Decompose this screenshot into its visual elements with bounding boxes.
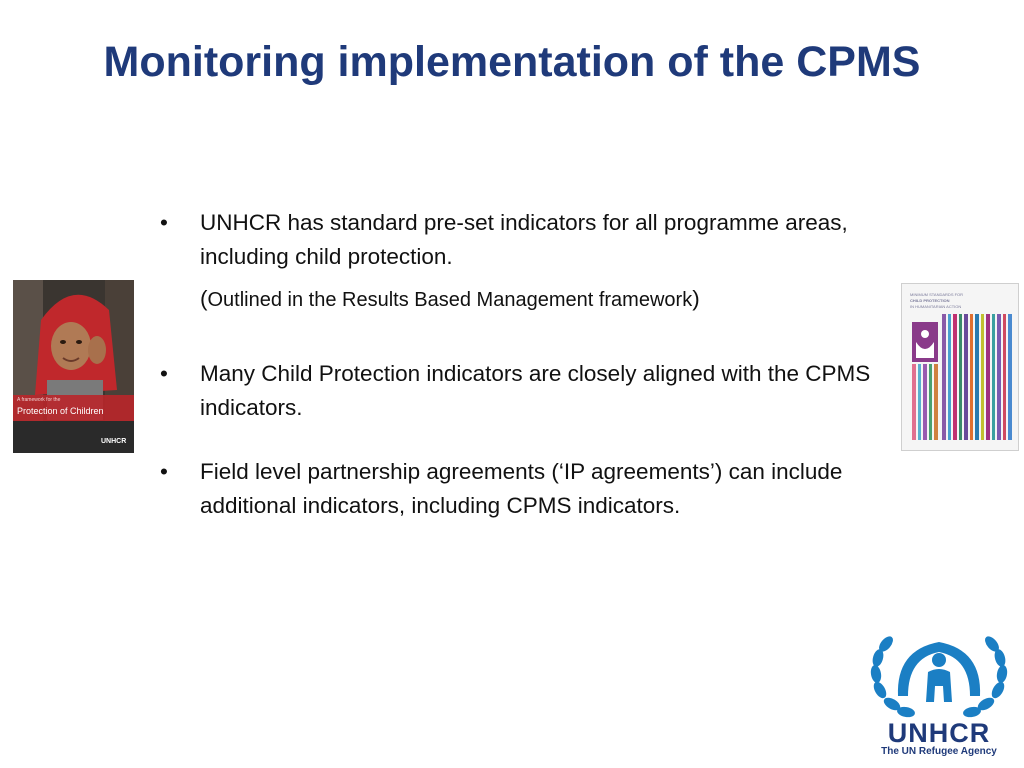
- note-text: Outlined in the Results Based Management framework: [207, 289, 693, 311]
- bullet-text: Field level partnership agreements (‘IP agreements’) can include additional indicators, including CPMS indicators.: [200, 459, 843, 518]
- spacer: [160, 425, 880, 455]
- note-open-paren: (: [200, 286, 208, 311]
- cover-logo-text: UNHCR: [101, 438, 127, 445]
- bullet-marker: •: [160, 210, 168, 235]
- bullet-item: [160, 206, 880, 274]
- cover-line-2: CHILD PROTECTION: [910, 298, 950, 303]
- protection-of-children-cover-image: [13, 280, 134, 453]
- cover-line-1: MINIMUM STANDARDS FOR: [910, 292, 964, 297]
- bullet-item: [160, 357, 880, 425]
- cpms-handbook-cover-image: [901, 283, 1019, 451]
- unhcr-logo: [866, 630, 1012, 758]
- slide-title: Monitoring implementation of the CPMS: [103, 38, 921, 86]
- cover-line-3: IN HUMANITARIAN ACTION: [910, 304, 962, 309]
- bullet-marker: •: [160, 459, 168, 484]
- cover-title: Protection of Children: [17, 406, 104, 416]
- child-photo-illustration: [13, 280, 134, 453]
- cover-subtitle: A framework for the: [17, 397, 61, 403]
- bullet-marker: •: [160, 361, 168, 386]
- logo-tagline: The UN Refugee Agency: [881, 746, 997, 757]
- bullet-text: Many Child Protection indicators are closely aligned with the CPMS indicators.: [200, 361, 871, 420]
- logo-wordmark: UNHCR: [887, 718, 991, 748]
- bullet-list: [160, 206, 880, 523]
- unhcr-emblem-icon: [866, 630, 1012, 722]
- bullet-text: UNHCR has standard pre-set indicators for all programme areas, including child protection.: [200, 210, 848, 269]
- bullet-item: [160, 455, 880, 523]
- framework-note: [160, 282, 880, 317]
- note-close-paren: ): [692, 286, 700, 311]
